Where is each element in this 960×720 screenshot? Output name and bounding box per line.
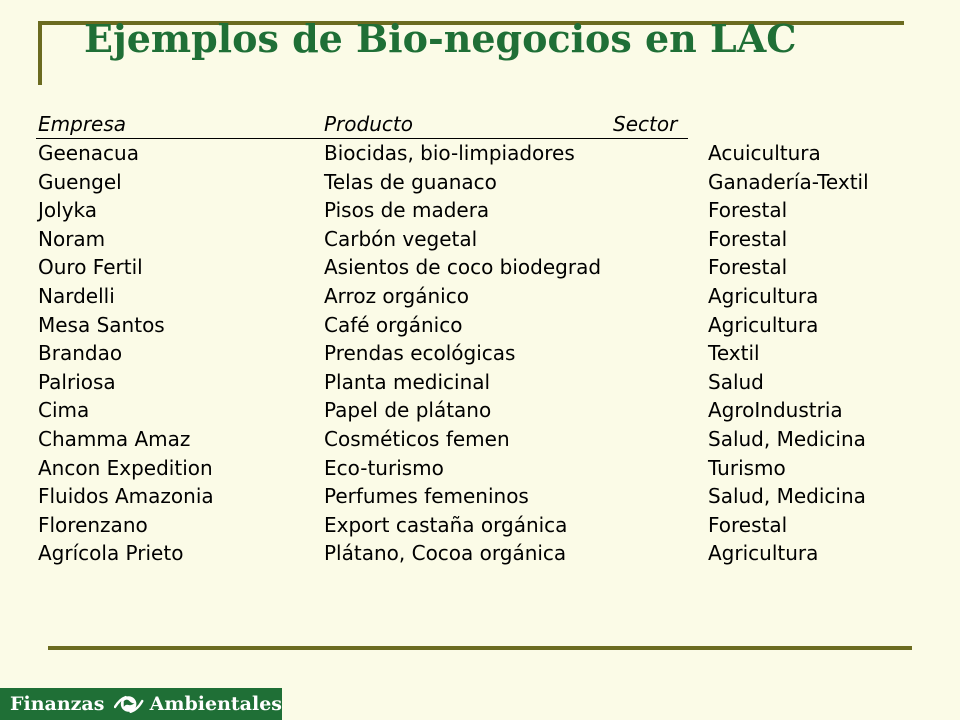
table-row (36, 168, 916, 197)
cell-sector: Ganadería-Textil (708, 169, 869, 194)
cell-sector: Salud, Medicina (708, 484, 866, 509)
cell-empresa: Guengel (38, 169, 122, 194)
table-row (36, 396, 916, 425)
table-header (36, 110, 688, 139)
cell-sector: Salud (708, 369, 764, 394)
table-row (36, 282, 916, 311)
cell-sector: Agricultura (708, 283, 819, 308)
cell-producto: Pisos de madera (324, 198, 490, 223)
cell-empresa: Nardelli (38, 283, 115, 308)
header-empresa: Empresa (38, 112, 127, 136)
header-sector: Sector (613, 112, 678, 136)
table-row (36, 511, 916, 540)
cell-producto: Café orgánico (324, 312, 463, 337)
table-row (36, 311, 916, 340)
table-row (36, 368, 916, 397)
cell-empresa: Florenzano (38, 512, 148, 537)
table-row (36, 482, 916, 511)
cell-producto: Telas de guanaco (324, 169, 497, 194)
cell-sector: Acuicultura (708, 141, 821, 165)
cell-sector: Forestal (708, 512, 788, 537)
cell-empresa: Ouro Fertil (38, 255, 143, 280)
cell-empresa: Agrícola Prieto (38, 541, 184, 566)
slide-title: Ejemplos de Bio-negocios en LAC (84, 16, 797, 61)
cell-empresa: Cima (38, 398, 90, 423)
cell-sector: Textil (708, 341, 760, 366)
cell-empresa: Palriosa (38, 369, 116, 394)
table-row (36, 196, 916, 225)
finanzas-ambientales-logo (0, 688, 282, 720)
table-row (36, 225, 916, 254)
cell-sector: Forestal (708, 255, 788, 280)
cell-producto: Planta medicinal (324, 369, 491, 394)
cell-empresa: Mesa Santos (38, 312, 165, 337)
cell-producto: Carbón vegetal (324, 226, 478, 251)
bio-business-table (36, 110, 916, 568)
cell-sector: AgroIndustria (708, 398, 843, 423)
cell-sector: Agricultura (708, 312, 819, 337)
table-row (36, 454, 916, 483)
cell-producto: Export castaña orgánica (324, 512, 568, 537)
cell-producto: Eco-turismo (324, 455, 444, 480)
table-row (36, 253, 916, 282)
cell-empresa: Noram (38, 226, 106, 251)
cell-sector: Turismo (708, 455, 786, 480)
table-row (36, 339, 916, 368)
cell-sector: Salud, Medicina (708, 426, 866, 451)
cell-empresa: Chamma Amaz (38, 426, 191, 451)
globe-hands-icon (114, 693, 143, 715)
cell-sector: Forestal (708, 226, 788, 251)
cell-producto: Prendas ecológicas (324, 341, 516, 366)
logo-text-finanzas: Finanzas (10, 693, 105, 715)
header-producto: Producto (324, 112, 413, 136)
cell-producto: Biocidas, bio-limpiadores (324, 141, 575, 165)
cell-producto: Arroz orgánico (324, 283, 469, 308)
cell-empresa: Ancon Expedition (38, 455, 213, 480)
bottom-frame-line (48, 646, 912, 650)
table-row (36, 539, 916, 568)
left-frame-line (38, 21, 42, 85)
cell-empresa: Geenacua (38, 141, 139, 165)
cell-empresa: Fluidos Amazonia (38, 484, 214, 509)
cell-producto: Asientos de coco biodegrad (324, 255, 602, 280)
cell-producto: Plátano, Cocoa orgánica (324, 541, 567, 566)
logo-text-ambientales: Ambientales (149, 693, 282, 715)
cell-empresa: Jolyka (38, 198, 98, 223)
table-row (36, 139, 916, 168)
cell-sector: Agricultura (708, 541, 819, 566)
cell-sector: Forestal (708, 198, 788, 223)
table-row (36, 425, 916, 454)
cell-producto: Cosméticos femen (324, 426, 510, 451)
cell-empresa: Brandao (38, 341, 123, 366)
cell-producto: Perfumes femeninos (324, 484, 529, 509)
table-body (36, 139, 916, 568)
cell-producto: Papel de plátano (324, 398, 492, 423)
